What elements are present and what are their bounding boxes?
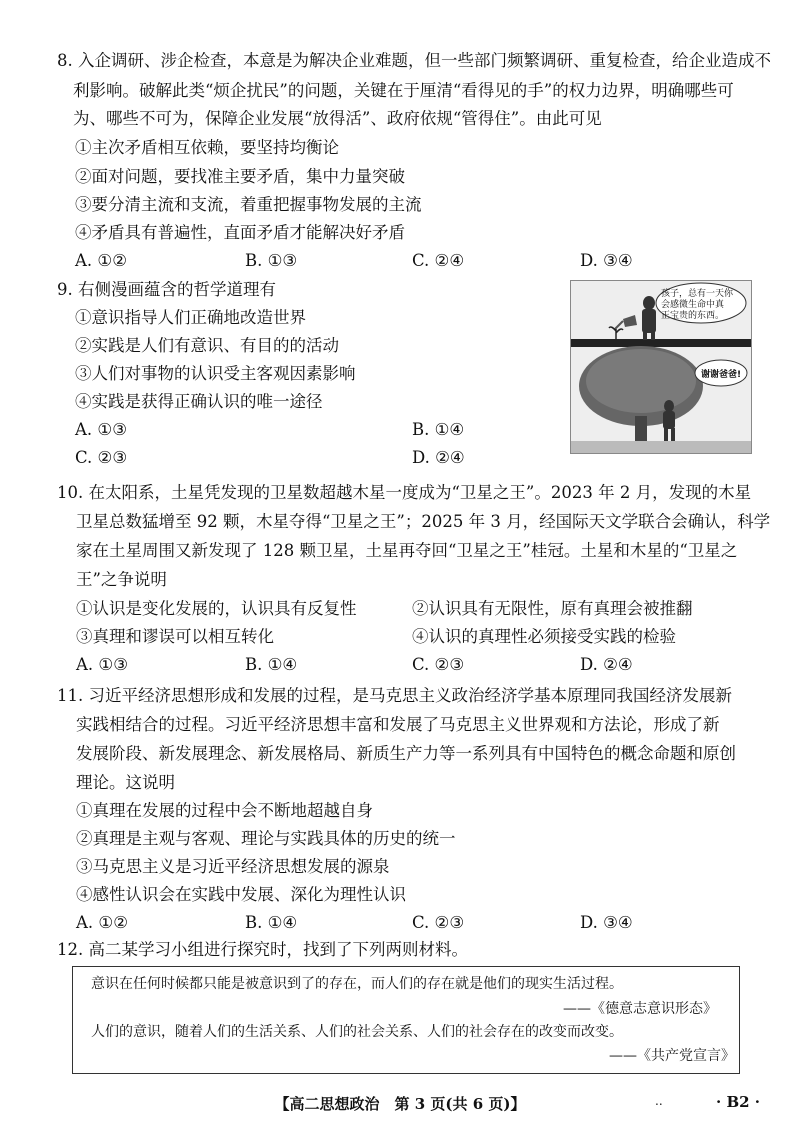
q9-item-1: ①意识指导人们正确地改造世界 — [75, 308, 306, 327]
q8-item-2: ②面对问题，要找准主要矛盾，集中力量突破 — [75, 167, 405, 186]
footer-dots: .. — [655, 1094, 663, 1108]
q10-option-c: C. ②③ — [412, 655, 465, 674]
q12-source-2: ——《共产党宣言》 — [609, 1048, 735, 1064]
q10-stem-line-2: 卫星总数猛增至 92 颗，木星夺得“卫星之王”；2025 年 3 月，经国际天文学联合会确认，科学 — [76, 512, 771, 531]
page-footer: 【高二思想政治 第 3 页(共 6 页)】 — [274, 1095, 526, 1113]
q8-stem-line-1: 8. 入企调研、涉企检查，本意是为解决企业难题，但一些部门频繁调研、重复检查，给企业造成不 — [57, 51, 771, 70]
q12-source-1: ——《德意志意识形态》 — [563, 1001, 717, 1017]
cartoon-bubble-top-line-2: 会感微生命中真 — [661, 300, 725, 310]
q12-material-box — [72, 966, 740, 1074]
q9-option-a: A. ①③ — [75, 420, 127, 439]
q9-cartoon — [570, 280, 752, 454]
q10-option-a: A. ①③ — [76, 655, 128, 674]
q10-item-4: ④认识的真理性必须接受实践的检验 — [412, 627, 676, 646]
q12-material-2: 人们的意识，随着人们的生活关系、人们的社会关系、人们的社会存在的改变而改变。 — [91, 1024, 623, 1040]
q10-stem-line-4: 王”之争说明 — [76, 570, 167, 589]
q8-option-d: D. ③④ — [580, 251, 633, 270]
q9-option-b: B. ①④ — [412, 420, 465, 439]
q9-item-3: ③人们对事物的认识受主客观因素影响 — [75, 364, 356, 383]
q9-item-2: ②实践是人们有意识、有目的的活动 — [75, 336, 339, 355]
q10-item-3: ③真理和谬误可以相互转化 — [76, 627, 274, 646]
q11-item-2: ②真理是主观与客观、理论与实践具体的历史的统一 — [76, 829, 456, 848]
q11-option-a: A. ①② — [76, 913, 128, 932]
q12-stem: 12. 高二某学习小组进行探究时，找到了下列两则材料。 — [57, 940, 468, 959]
q11-stem-line-3: 发展阶段、新发展理念、新发展格局、新质生产力等一系列具有中国特色的概念命题和原创 — [76, 744, 736, 763]
q8-item-4: ④矛盾具有普遍性，直面矛盾才能解决好矛盾 — [75, 223, 405, 242]
footer-code: · B2 · — [716, 1093, 761, 1111]
q10-item-1: ①认识是变化发展的，认识具有反复性 — [76, 599, 357, 618]
q11-stem-line-4: 理论。这说明 — [76, 773, 175, 792]
q8-option-b: B. ①③ — [245, 251, 298, 270]
q8-item-3: ③要分清主流和支流，着重把握事物发展的主流 — [75, 195, 422, 214]
q11-item-3: ③马克思主义是习近平经济思想发展的源泉 — [76, 857, 390, 876]
q11-option-b: B. ①④ — [245, 913, 298, 932]
q8-stem-line-3: 为、哪些不可为，保障企业发展“放得活”、政府依规“管得住”。由此可见 — [73, 109, 602, 128]
cartoon-bubble-top — [661, 289, 741, 322]
q10-item-2: ②认识具有无限性，原有真理会被推翻 — [412, 599, 693, 618]
q10-stem-line-3: 家在土星周围又新发现了 128 颗卫星，土星再夺回“卫星之王”桂冠。土星和木星的“卫星之 — [76, 541, 738, 560]
q10-stem-line-1: 10. 在太阳系，土星凭发现的卫星数超越木星一度成为“卫星之王”。2023 年 2 月，发现的木星 — [57, 483, 752, 502]
q11-option-c: C. ②③ — [412, 913, 465, 932]
q9-option-c: C. ②③ — [75, 448, 128, 467]
q9-stem: 9. 右侧漫画蕴含的哲学道理有 — [57, 280, 276, 299]
q12-material-1: 意识在任何时候都只能是被意识到了的存在，而人们的存在就是他们的现实生活过程。 — [91, 976, 623, 992]
q11-stem-line-1: 11. 习近平经济思想形成和发展的过程，是马克思主义政治经济学基本原理同我国经济发展新 — [57, 686, 732, 705]
q9-option-d: D. ②④ — [412, 448, 465, 467]
q9-item-4: ④实践是获得正确认识的唯一途径 — [75, 392, 323, 411]
cartoon-bubble-top-line-3: 正宝贵的东西。 — [661, 311, 725, 321]
cartoon-bubble-bottom: 谢谢爸爸! — [701, 370, 742, 380]
q8-option-c: C. ②④ — [412, 251, 465, 270]
q11-item-4: ④感性认识会在实践中发展、深化为理性认识 — [76, 885, 406, 904]
q11-option-d: D. ③④ — [580, 913, 633, 932]
q10-option-b: B. ①④ — [245, 655, 298, 674]
q8-stem-line-2: 利影响。破解此类“烦企扰民”的问题，关键在于厘清“看得见的手”的权力边界，明确哪些可 — [73, 81, 734, 100]
q8-option-a: A. ①② — [75, 251, 127, 270]
q8-item-1: ①主次矛盾相互依赖，要坚持均衡论 — [75, 138, 339, 157]
cartoon-bubble-top-line-1: 孩子，总有一天你 — [661, 289, 734, 299]
q11-item-1: ①真理在发展的过程中会不断地超越自身 — [76, 801, 373, 820]
q11-stem-line-2: 实践相结合的过程。习近平经济思想丰富和发展了马克思主义世界观和方法论，形成了新 — [76, 715, 720, 734]
q10-option-d: D. ②④ — [580, 655, 633, 674]
